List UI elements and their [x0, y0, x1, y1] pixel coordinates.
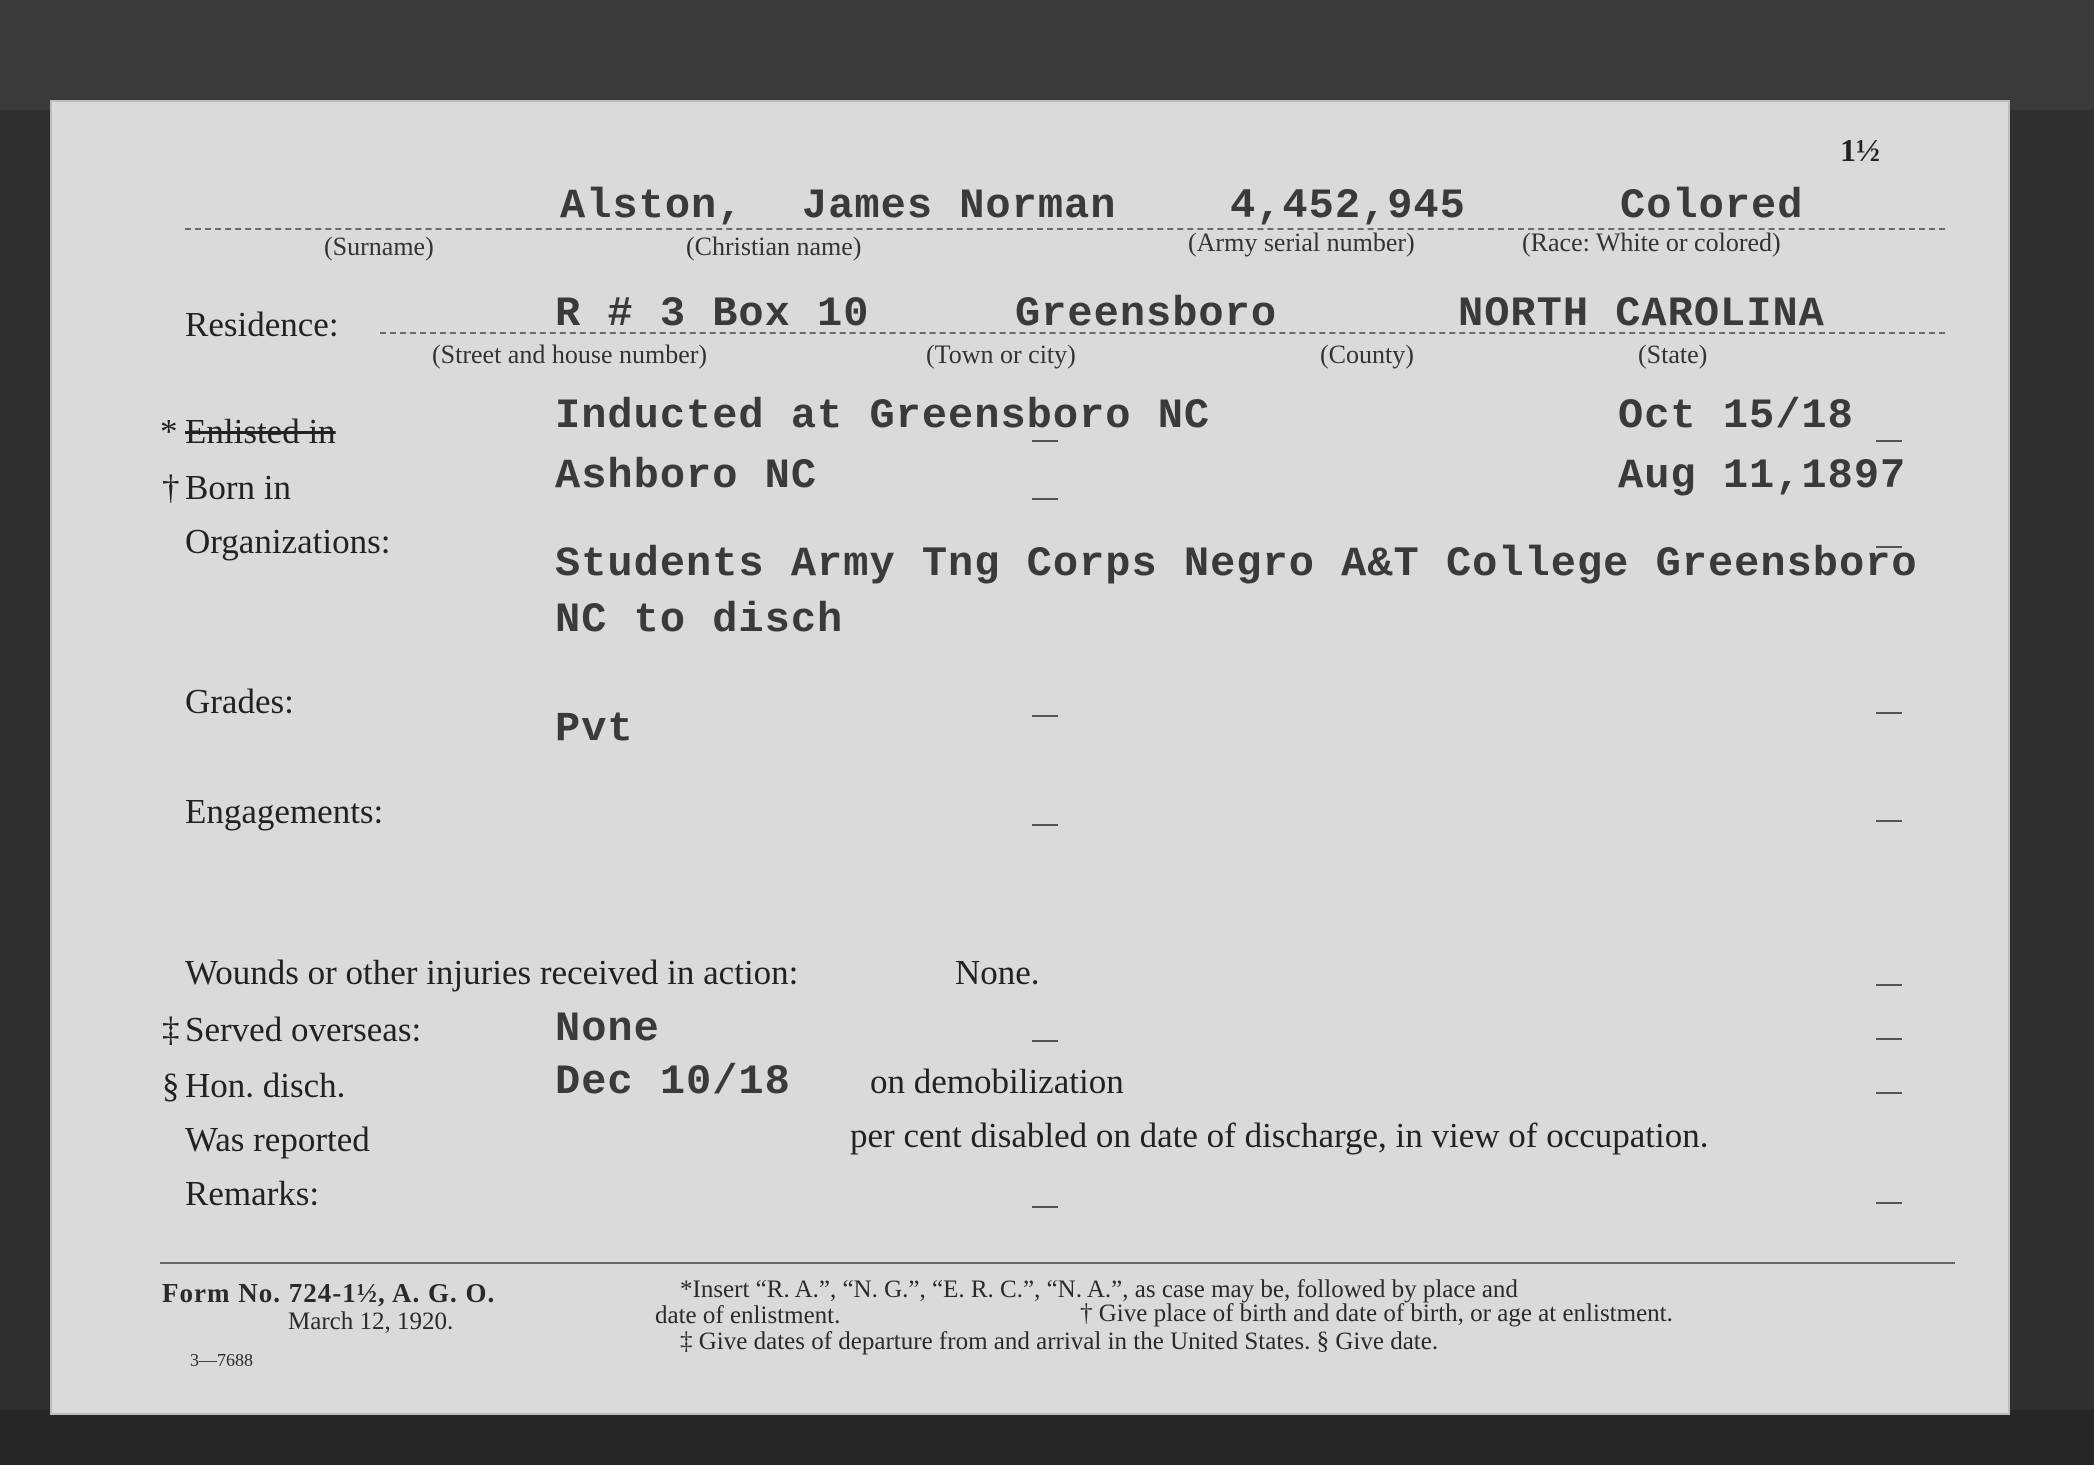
race-caption: (Race: White or colored) [1522, 228, 1781, 257]
scan-background-top [0, 0, 2094, 110]
wounds-label: Wounds or other injuries received in action: [185, 953, 799, 992]
footnote-line-2a: date of enlistment. [655, 1302, 841, 1329]
grades-value: Pvt [555, 705, 634, 753]
discharge-text: on demobilization [870, 1062, 1124, 1101]
form-date: March 12, 1920. [288, 1308, 454, 1335]
footnote-line-2b: † Give place of birth and date of birth, or age at enlistment. [1080, 1300, 1673, 1327]
corner-mark: 1½ [1840, 132, 1880, 168]
form-number: Form No. 724-1½, A. G. O. [162, 1278, 496, 1308]
discharge-label: Hon. disch. [185, 1066, 346, 1105]
footer-rule [160, 1262, 1955, 1264]
record-card [50, 100, 2010, 1415]
enlisted-marker: * [160, 412, 178, 451]
residence-label: Residence: [185, 305, 339, 344]
born-marker: † [162, 468, 180, 507]
discharge-marker: § [162, 1066, 180, 1105]
town-caption: (Town or city) [926, 340, 1076, 369]
footnote-line-3: ‡ Give dates of departure from and arrival in the United States. § Give date. [680, 1328, 1439, 1355]
born-dash-mid [1032, 498, 1058, 500]
born-value: Ashboro NC [555, 452, 818, 500]
organizations-line-1: Students Army Tng Corps Negro A&T College Greensboro [555, 540, 1918, 588]
wounds-value: None. [955, 953, 1040, 992]
enlisted-dash-right [1876, 440, 1902, 442]
grades-dash-right [1876, 712, 1902, 714]
enlisted-label: Enlisted in [185, 412, 336, 451]
print-code: 3—7688 [190, 1350, 253, 1370]
serial-number-caption: (Army serial number) [1188, 228, 1415, 257]
street-caption: (Street and house number) [432, 340, 708, 369]
enlisted-dash-mid [1032, 440, 1058, 442]
grades-dash-mid [1032, 715, 1058, 717]
discharge-date: Dec 10/18 [555, 1058, 791, 1106]
state-caption: (State) [1638, 340, 1708, 369]
serial-number-value: 4,452,945 [1230, 182, 1466, 230]
born-date: Aug 11,1897 [1618, 452, 1907, 500]
scan-background-bottom [0, 1410, 2094, 1465]
christian-name-value: James Norman [802, 182, 1117, 230]
organizations-dash-right [1876, 546, 1902, 548]
wounds-dash-right [1876, 984, 1902, 986]
remarks-dash-mid [1032, 1206, 1058, 1208]
overseas-dash-right [1876, 1038, 1902, 1040]
remarks-dash-right [1876, 1202, 1902, 1204]
christian-name-caption: (Christian name) [686, 232, 862, 261]
grades-label: Grades: [185, 682, 294, 721]
born-label: Born in [185, 468, 291, 507]
engagements-dash-mid [1032, 824, 1058, 826]
reported-label: Was reported [185, 1120, 370, 1159]
enlisted-date: Oct 15/18 [1618, 392, 1854, 440]
overseas-value: None [555, 1005, 660, 1053]
remarks-label: Remarks: [185, 1174, 320, 1213]
footnote-line-1: *Insert “R. A.”, “N. G.”, “E. R. C.”, “N. A.”, as case may be, followed by place and [680, 1276, 1518, 1303]
street-value: R # 3 Box 10 [555, 290, 870, 338]
overseas-label: Served overseas: [185, 1010, 422, 1049]
surname-caption: (Surname) [324, 232, 434, 261]
enlisted-value: Inducted at Greensboro NC [555, 392, 1211, 440]
overseas-marker: ‡ [162, 1010, 180, 1049]
engagements-dash-right [1876, 820, 1902, 822]
surname-value: Alston, [560, 182, 744, 230]
organizations-line-2: NC to disch [555, 596, 844, 644]
overseas-dash-mid [1032, 1040, 1058, 1042]
race-value: Colored [1620, 182, 1804, 230]
organizations-label: Organizations: [185, 522, 391, 561]
engagements-label: Engagements: [185, 792, 384, 831]
county-caption: (County) [1320, 340, 1414, 369]
town-value: Greensboro [1015, 290, 1278, 338]
discharge-dash-right [1876, 1092, 1902, 1094]
state-value: NORTH CAROLINA [1458, 290, 1825, 338]
reported-text: per cent disabled on date of discharge, in view of occupation. [850, 1116, 1709, 1155]
